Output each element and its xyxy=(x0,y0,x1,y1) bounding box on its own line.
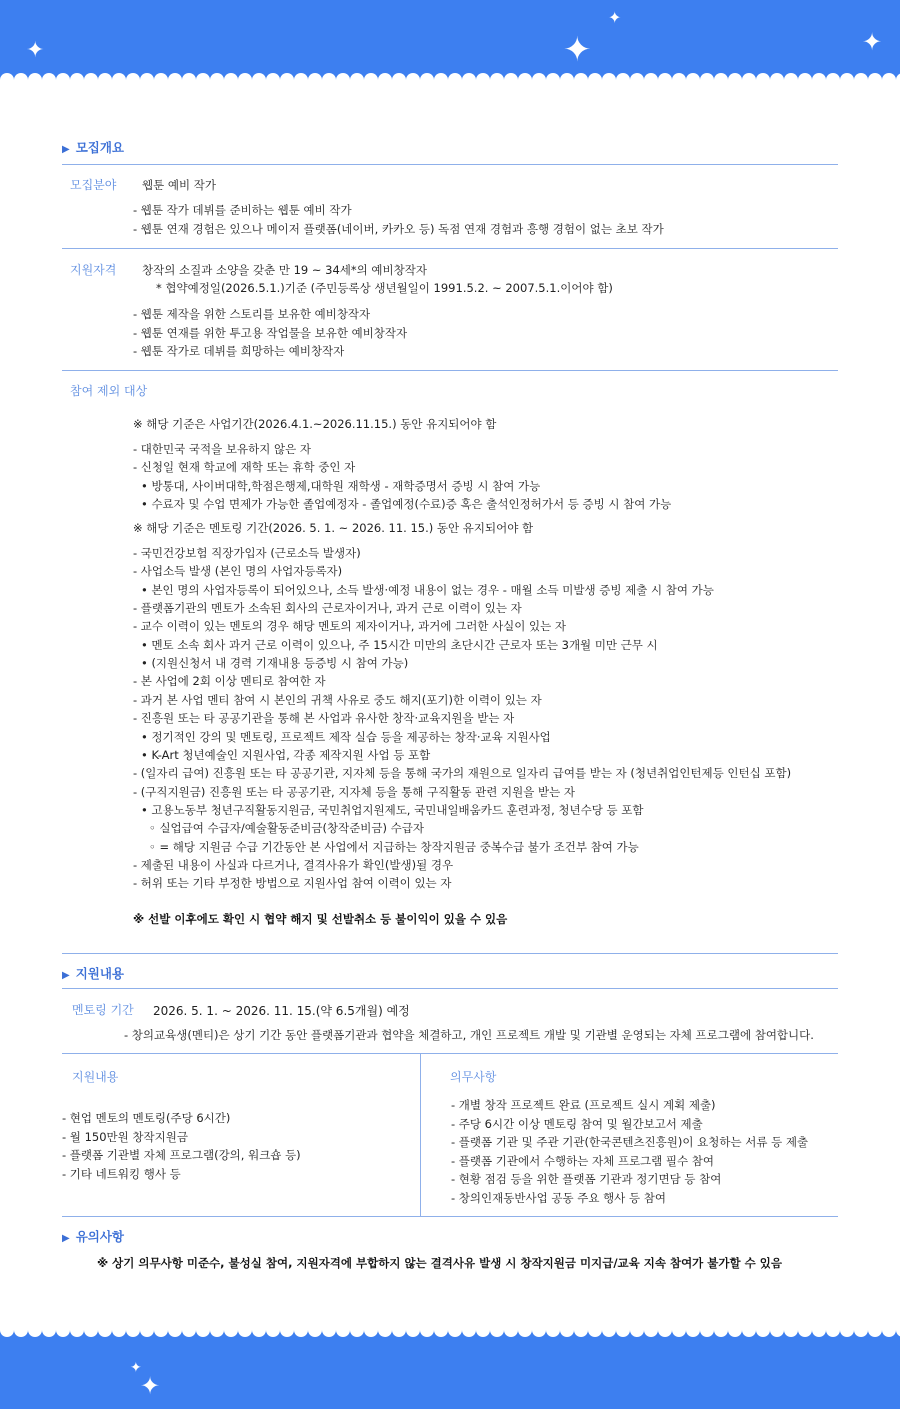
scallop-dot xyxy=(336,73,350,80)
scallop-dot xyxy=(252,73,266,80)
scallop-dot xyxy=(280,1330,294,1337)
scallop-dot xyxy=(210,73,224,80)
section-title-recruit xyxy=(62,138,124,156)
scallop-dot xyxy=(350,73,364,80)
scallop-dot xyxy=(168,1330,182,1337)
scallop-dot xyxy=(672,73,686,80)
scallop-dot xyxy=(112,1330,126,1337)
scallop-dot xyxy=(378,1330,392,1337)
scallop-dot xyxy=(98,1330,112,1337)
scallop-dot xyxy=(392,1330,406,1337)
scallop-dot xyxy=(42,1330,56,1337)
sparkle-icon: ✦ xyxy=(563,30,592,70)
scallop-dot xyxy=(28,1330,42,1337)
duty-item: - 창의인재동반사업 공동 주요 행사 등 참여 xyxy=(451,1190,666,1205)
scallop-dot xyxy=(196,1330,210,1337)
excluded-line: ◦ 실업급여 수급자/예술활동준비금(창작준비금) 수급자 xyxy=(149,821,424,836)
scallop-dot xyxy=(518,1330,532,1337)
scallop-dot xyxy=(196,73,210,80)
excluded-line: - 허위 또는 기타 부정한 방법으로 지원사업 참여 이력이 있는 자 xyxy=(133,876,452,891)
scallop-dot xyxy=(840,73,854,80)
excluded-line: • 고용노동부 청년구직활동지원금, 국민취업지원제도, 국민내일배움카드 훈련과정, 청년수당 등 포함 xyxy=(141,802,644,817)
qualification-value: 창작의 소질과 소양을 갖춘 만 19 ~ 34세*의 예비창작자 xyxy=(142,263,427,277)
mentoring-period-value: 2026. 5. 1. ~ 2026. 11. 15.(약 6.5개월) 예정 xyxy=(153,1004,410,1018)
scallop-dot xyxy=(434,73,448,80)
scallop-dot xyxy=(14,1330,28,1337)
sparkle-icon: ✦ xyxy=(130,1360,142,1376)
scallop-dot xyxy=(686,73,700,80)
scallop-dot xyxy=(630,1330,644,1337)
scallop-dot xyxy=(56,1330,70,1337)
scallop-dot xyxy=(784,1330,798,1337)
scallop-dot xyxy=(224,73,238,80)
scallop-dot xyxy=(700,1330,714,1337)
field-line: - 웹툰 연재 경험은 있으나 메이저 플랫폼(네이버, 카카오 등) 독점 연재 경험과 흥행 경험이 없는 초보 작가 xyxy=(133,221,664,236)
scallop-dot xyxy=(644,1330,658,1337)
scallop-dot xyxy=(616,73,630,80)
scallop-dot xyxy=(826,73,840,80)
scallop-dot xyxy=(868,1330,882,1337)
triangle-marker-icon: ▶ xyxy=(62,144,70,155)
scallop-dot xyxy=(308,73,322,80)
scallop-dot xyxy=(770,73,784,80)
scallop-dot xyxy=(0,1330,14,1337)
scallop-dot xyxy=(154,73,168,80)
scallop-dot xyxy=(854,73,868,80)
scallop-dot xyxy=(322,1330,336,1337)
scallop-dot xyxy=(266,73,280,80)
scallop-dot xyxy=(350,1330,364,1337)
excluded-line: • 멘토 소속 회사 과거 근로 이력이 있으나, 주 15시간 미만의 초단시간 근로자 또는 3개월 미만 근무 시 xyxy=(141,637,658,652)
scallop-dot xyxy=(266,1330,280,1337)
qualification-line: - 웹툰 제작을 위한 스토리를 보유한 예비창작자 xyxy=(133,307,371,321)
triangle-marker-icon: ▶ xyxy=(62,1233,70,1244)
excluded-line: - 대한민국 국적을 보유하지 않은 자 xyxy=(133,442,311,456)
scallop-dot xyxy=(602,73,616,80)
scallop-dot xyxy=(28,73,42,80)
scallop-dot xyxy=(406,1330,420,1337)
caution-text: ※ 상기 의무사항 미준수, 불성실 참여, 지원자격에 부합하지 않는 결격사유 발생 시 창작지원금 미지급/교육 지속 참여가 불가할 수 있음 xyxy=(97,1256,782,1270)
scallop-dot xyxy=(84,1330,98,1337)
duty-item: - 플랫폼 기관에서 수행하는 자체 프로그램 필수 참여 xyxy=(451,1153,715,1168)
excluded-line: • (지원신청서 내 경력 기재내용 등증빙 시 참여 가능) xyxy=(141,656,409,671)
scallop-dot xyxy=(756,1330,770,1337)
excluded-line: - 국민건강보험 직장가입자 (근로소득 발생자) xyxy=(133,546,361,560)
scallop-dot xyxy=(168,73,182,80)
scallop-dot xyxy=(574,1330,588,1337)
section-title-text: 지원내용 xyxy=(75,966,125,981)
scallop-dot xyxy=(182,1330,196,1337)
mentoring-period-label: 멘토링 기간 xyxy=(72,1003,134,1017)
scallop-dot xyxy=(896,1330,900,1337)
field-line: - 웹툰 작가 데뷔를 준비하는 웹툰 예비 작가 xyxy=(133,203,352,217)
scallop-dot xyxy=(70,73,84,80)
section-title-text: 유의사항 xyxy=(75,1229,125,1244)
scallop-dot xyxy=(644,73,658,80)
qualification-line: - 웹툰 연재를 위한 투고용 작업물을 보유한 예비창작자 xyxy=(133,325,408,340)
scallop-dot xyxy=(490,1330,504,1337)
scallop-dot xyxy=(868,73,882,80)
scallop-dot xyxy=(448,73,462,80)
scallop-dot xyxy=(140,73,154,80)
excluded-line: - 플랫폼기관의 멘토가 소속된 회사의 근로자이거나, 과거 근로 이력이 있는 자 xyxy=(133,601,522,616)
scallop-dot xyxy=(770,1330,784,1337)
scallop-dot xyxy=(70,1330,84,1337)
scallop-dot xyxy=(462,1330,476,1337)
duty-item: - 플랫폼 기관 및 주관 기관(한국콘텐츠진흥원)이 요청하는 서류 등 제출 xyxy=(451,1135,809,1149)
divider xyxy=(62,953,838,954)
scallop-dot xyxy=(364,1330,378,1337)
excluded-label: 참여 제외 대상 xyxy=(70,384,148,398)
scallop-dot xyxy=(742,73,756,80)
scallop-dot xyxy=(616,1330,630,1337)
sparkle-icon: ✦ xyxy=(608,8,622,27)
scallop-dot xyxy=(336,1330,350,1337)
scallop-dot xyxy=(112,73,126,80)
scallop-dot xyxy=(588,73,602,80)
scallop-dot xyxy=(686,1330,700,1337)
scallop-dot xyxy=(840,1330,854,1337)
excluded-line: • 방통대, 사이버대학,학점은행제,대학원 재학생 - 재학증명서 증빙 시 참여 가능 xyxy=(141,478,541,493)
scallop-dot xyxy=(448,1330,462,1337)
scallop-dot xyxy=(476,73,490,80)
bottom-decorative-band xyxy=(0,1330,900,1409)
qualification-line: - 웹툰 작가로 데뷔를 희망하는 예비창작자 xyxy=(133,344,345,358)
scallop-dot xyxy=(14,73,28,80)
scallop-dot xyxy=(154,1330,168,1337)
scallop-dot xyxy=(602,1330,616,1337)
scallop-dot xyxy=(0,73,14,80)
excluded-line: - 제출된 내용이 사실과 다르거나, 결격사유가 확인(발생)될 경우 xyxy=(133,857,454,872)
support-item: - 현업 멘토의 멘토링(주당 6시간) xyxy=(62,1111,231,1125)
scallop-dot xyxy=(462,73,476,80)
scallop-dot xyxy=(532,1330,546,1337)
scallop-dot xyxy=(560,73,574,80)
scallop-dot xyxy=(280,73,294,80)
support-item: - 플랫폼 기관별 자체 프로그램(강의, 워크숍 등) xyxy=(62,1148,301,1162)
excluded-line: - 신청일 현재 학교에 재학 또는 휴학 중인 자 xyxy=(133,460,356,475)
scallop-dot xyxy=(882,73,896,80)
scallop-dot xyxy=(56,73,70,80)
scallop-dot xyxy=(546,73,560,80)
scallop-dot xyxy=(756,73,770,80)
scallop-dot xyxy=(658,1330,672,1337)
scallop-dot xyxy=(812,73,826,80)
scallop-dot xyxy=(728,73,742,80)
scallop-dot xyxy=(406,73,420,80)
excluded-line: • K-Art 청년예술인 지원사업, 각종 제작지원 사업 등 포함 xyxy=(141,747,431,762)
scallop-dot xyxy=(798,1330,812,1337)
excluded-line: - 교수 이력이 있는 멘토의 경우 해당 멘토의 제자이거나, 과거에 그러한 사실이 있는 자 xyxy=(133,619,567,634)
scallop-dot xyxy=(490,73,504,80)
scallop-dot xyxy=(504,1330,518,1337)
scallop-dot xyxy=(210,1330,224,1337)
excluded-line: • 정기적인 강의 및 멘토링, 프로젝트 제작 실습 등을 제공하는 창작·교육 지원사업 xyxy=(141,729,551,744)
scallop-dot xyxy=(882,1330,896,1337)
scallop-dot xyxy=(42,73,56,80)
scallop-dot xyxy=(574,73,588,80)
scallop-dot xyxy=(658,73,672,80)
scallop-dot xyxy=(784,73,798,80)
excluded-line: - (일자리 급여) 진흥원 또는 타 공공기관, 지자체 등을 통해 국가의 재원으로 일자리 급여를 받는 자 (청년취업인턴제등 인턴십 포함) xyxy=(133,766,792,781)
scallop-dot xyxy=(84,73,98,80)
support-right-label: 의무사항 xyxy=(450,1070,497,1084)
duty-item: - 현황 점검 등을 위한 플랫폼 기관과 정기면담 등 참여 xyxy=(451,1172,722,1186)
scallop-dot xyxy=(294,73,308,80)
field-label: 모집분야 xyxy=(70,178,117,192)
field-value: 웹툰 예비 작가 xyxy=(142,178,216,192)
section-title-text: 모집개요 xyxy=(75,140,125,155)
excluded-line: • 본인 명의 사업자등록이 되어있으나, 소득 발생·예정 내용이 없는 경우 - 매월 소득 미발생 증빙 제출 시 참여 가능 xyxy=(141,582,714,597)
sparkle-icon: ✦ xyxy=(26,38,45,63)
section-title-support xyxy=(62,964,124,982)
scallop-dot xyxy=(322,73,336,80)
scallop-dot xyxy=(630,73,644,80)
scallop-dot xyxy=(546,1330,560,1337)
scallop-dot xyxy=(504,73,518,80)
excluded-line: - 진흥원 또는 타 공공기관을 통해 본 사업과 유사한 창작·교육지원을 받는 자 xyxy=(133,711,515,726)
scallop-dot xyxy=(826,1330,840,1337)
qualification-label: 지원자격 xyxy=(70,263,117,277)
excluded-line: • 수료자 및 수업 면제가 가능한 졸업예정자 - 졸업예정(수료)증 혹은 출석인정허가서 등 증빙 시 참여 가능 xyxy=(141,496,672,511)
divider xyxy=(62,1053,838,1054)
scallop-dot xyxy=(126,73,140,80)
mentoring-period-desc: - 창의교육생(멘티)은 상기 기간 동안 플랫폼기관과 협약을 체결하고, 개인 프로젝트 개발 및 기관별 운영되는 자체 프로그램에 참여합니다. xyxy=(124,1028,814,1042)
excluded-line: - 사업소득 발생 (본인 명의 사업자등록자) xyxy=(133,564,343,579)
support-item: - 기타 네트워킹 행사 등 xyxy=(62,1166,181,1181)
excluded-notice-1: ※ 해당 기준은 사업기간(2026.4.1.~2026.11.15.) 동안 유지되어야 함 xyxy=(133,417,497,431)
scallop-dot xyxy=(518,73,532,80)
scallop-dot xyxy=(434,1330,448,1337)
scallop-dot xyxy=(672,1330,686,1337)
scallop-dot xyxy=(294,1330,308,1337)
scallop-dot xyxy=(700,73,714,80)
excluded-line: ◦ = 해당 지원금 수급 기간동안 본 사업에서 지급하는 창작지원금 중복수급 불가 조건부 참여 가능 xyxy=(149,839,639,854)
scallop-dot xyxy=(476,1330,490,1337)
section-title-caution xyxy=(62,1227,124,1245)
scallop-dot xyxy=(420,1330,434,1337)
scallop-dot xyxy=(238,73,252,80)
scallop-dot xyxy=(532,73,546,80)
column-divider xyxy=(420,1053,421,1216)
qualification-note: * 협약예정일(2026.5.1.)기준 (주민등록상 생년월일이 1991.5.2. ~ 2007.5.1.이어야 함) xyxy=(156,281,613,295)
divider xyxy=(62,988,838,989)
scallop-dot xyxy=(378,73,392,80)
scallop-edge xyxy=(0,1330,900,1337)
scallop-dot xyxy=(854,1330,868,1337)
top-decorative-band xyxy=(0,0,900,80)
support-left-label: 지원내용 xyxy=(72,1070,119,1084)
support-item: - 월 150만원 창작지원금 xyxy=(62,1129,188,1144)
excluded-line: - 본 사업에 2회 이상 멘티로 참여한 자 xyxy=(133,674,326,689)
scallop-dot xyxy=(224,1330,238,1337)
divider xyxy=(62,370,838,371)
scallop-dot xyxy=(308,1330,322,1337)
scallop-dot xyxy=(728,1330,742,1337)
scallop-dot xyxy=(126,1330,140,1337)
scallop-dot xyxy=(896,73,900,80)
sparkle-icon: ✦ xyxy=(140,1372,161,1400)
divider xyxy=(62,164,838,165)
excluded-notice-2: ※ 해당 기준은 멘토링 기간(2026. 5. 1. ~ 2026. 11. 15.) 동안 유지되어야 함 xyxy=(133,521,534,535)
excluded-line: - (구직지원금) 진흥원 또는 타 공공기관, 지자체 등을 통해 구직활동 관련 지원을 받는 자 xyxy=(133,784,576,799)
excluded-line: - 과거 본 사업 멘티 참여 시 본인의 귀책 사유로 중도 해지(포기)한 이력이 있는 자 xyxy=(133,692,542,707)
triangle-marker-icon: ▶ xyxy=(62,970,70,981)
divider xyxy=(62,1216,838,1217)
scallop-dot xyxy=(588,1330,602,1337)
scallop-dot xyxy=(798,73,812,80)
scallop-dot xyxy=(560,1330,574,1337)
duty-item: - 개별 창작 프로젝트 완료 (프로젝트 실시 계획 제출) xyxy=(451,1098,716,1112)
scallop-dot xyxy=(238,1330,252,1337)
sparkle-icon: ✦ xyxy=(862,28,883,56)
duty-item: - 주당 6시간 이상 멘토링 참여 및 월간보고서 제출 xyxy=(451,1116,703,1131)
scallop-dot xyxy=(140,1330,154,1337)
scallop-dot xyxy=(392,73,406,80)
scallop-edge xyxy=(0,73,900,80)
scallop-dot xyxy=(714,73,728,80)
scallop-dot xyxy=(98,73,112,80)
scallop-dot xyxy=(252,1330,266,1337)
scallop-dot xyxy=(182,73,196,80)
scallop-dot xyxy=(364,73,378,80)
excluded-warning: ※ 선발 이후에도 확인 시 협약 해지 및 선발취소 등 불이익이 있을 수 있음 xyxy=(133,912,508,926)
scallop-dot xyxy=(714,1330,728,1337)
scallop-dot xyxy=(812,1330,826,1337)
scallop-dot xyxy=(742,1330,756,1337)
scallop-dot xyxy=(420,73,434,80)
divider xyxy=(62,248,838,249)
